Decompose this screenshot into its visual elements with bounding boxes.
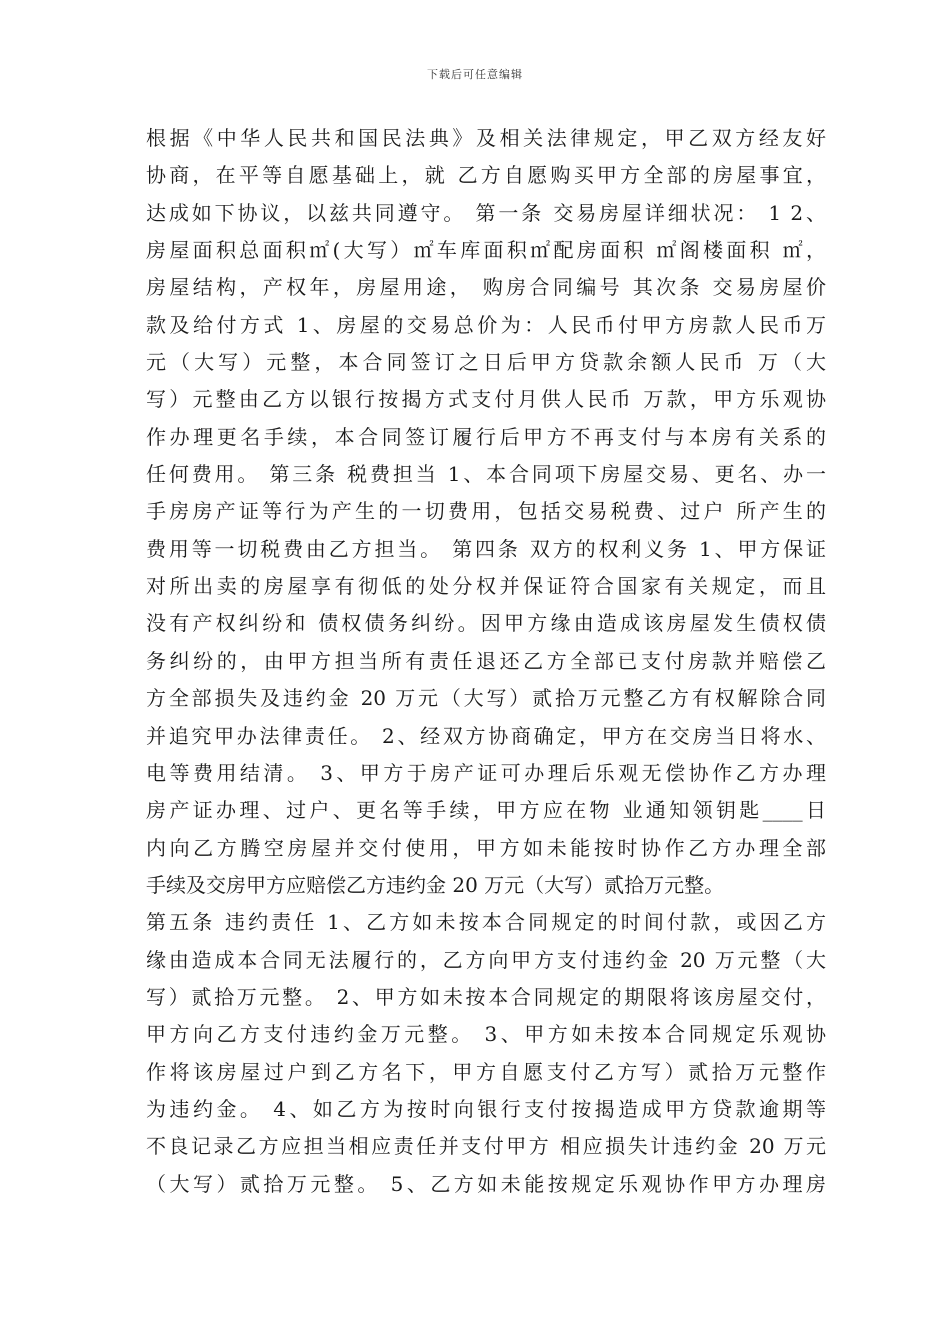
text-line: 手房房产证等行为产生的一切费用，包括交易税费、过户 所产生的: [146, 499, 826, 524]
text-line: 内向乙方腾空房屋并交付使用，甲方如未能按时协作乙方办理全部: [146, 835, 826, 860]
text-line: 房屋结构，产权年，房屋用途， 购房合同编号 其次条 交易房屋价: [146, 275, 826, 300]
text-line: 缘由造成本合同无法履行的，乙方向甲方支付违约金 20 万元整（大: [146, 947, 826, 972]
text-line: 作将该房屋过户到乙方名下，甲方自愿支付乙方写）贰拾万元整作: [146, 1059, 826, 1084]
text-line: 达成如下协议，以兹共同遵守。 第一条 交易房屋详细状况： 1 2、: [146, 200, 826, 225]
text-line: 并追究甲办法律责任。 2、经双方协商确定，甲方在交房当日将水、: [146, 723, 826, 748]
text-line: 协商，在平等自愿基础上，就 乙方自愿购买甲方全部的房屋事宜，: [146, 163, 826, 188]
text-line: 手续及交房甲方应赔偿乙方违约金 20 万元（大写）贰拾万元整。: [146, 872, 725, 897]
document-body: [146, 120, 826, 1203]
text-line: 第五条 违约责任 1、乙方如未按本合同规定的时间付款，或因乙方: [146, 910, 826, 935]
text-line: 甲方向乙方支付违约金万元整。 3、甲方如未按本合同规定乐观协: [146, 1022, 826, 1047]
text-line: 务纠纷的，由甲方担当所有责任退还乙方全部已支付房款并赔偿乙: [146, 648, 826, 673]
text-line: 房产证办理、过户、更名等手续，甲方应在物 业通知领钥匙____日: [146, 798, 826, 823]
text-line: （大写）贰拾万元整。 5、乙方如未能按规定乐观协作甲方办理房: [146, 1171, 826, 1196]
text-line: 没有产权纠纷和 债权债务纠纷。因甲方缘由造成该房屋发生债权债: [146, 611, 826, 636]
text-line: 对所出卖的房屋享有彻低的处分权并保证符合国家有关规定，而且: [146, 574, 826, 599]
text-line: 写）贰拾万元整。 2、甲方如未按本合同规定的期限将该房屋交付，: [146, 984, 826, 1009]
text-line: 作办理更名手续，本合同签订履行后甲方不再支付与本房有关系的: [146, 424, 826, 449]
page-header: 下载后可任意编辑: [427, 68, 523, 81]
text-line: 写）元整由乙方以银行按揭方式支付月供人民币 万款，甲方乐观协: [146, 387, 826, 412]
text-line: 款及给付方式 1、房屋的交易总价为：人民币付甲方房款人民币万: [146, 312, 826, 337]
text-line: 费用等一切税费由乙方担当。 第四条 双方的权利义务 1、甲方保证: [146, 536, 826, 561]
text-line: 房屋面积总面积㎡(大写）㎡车库面积㎡配房面积 ㎡阁楼面积 ㎡，: [146, 238, 826, 263]
text-line: 为违约金。 4、如乙方为按时向银行支付按揭造成甲方贷款逾期等: [146, 1096, 826, 1121]
text-line: 任何费用。 第三条 税费担当 1、本合同项下房屋交易、更名、办一: [146, 462, 826, 487]
text-line: 电等费用结清。 3、甲方于房产证可办理后乐观无偿协作乙方办理: [146, 760, 826, 785]
text-line: 根据《中华人民共和国民法典》及相关法律规定，甲乙双方经友好: [146, 126, 826, 150]
text-line: 方全部损失及违约金 20 万元（大写）贰拾万元整乙方有权解除合同: [146, 686, 826, 711]
text-line: 元（大写）元整，本合同签订之日后甲方贷款余额人民币 万（大: [146, 350, 826, 375]
text-line: 不良记录乙方应担当相应责任并支付甲方 相应损失计违约金 20 万元: [146, 1134, 826, 1159]
